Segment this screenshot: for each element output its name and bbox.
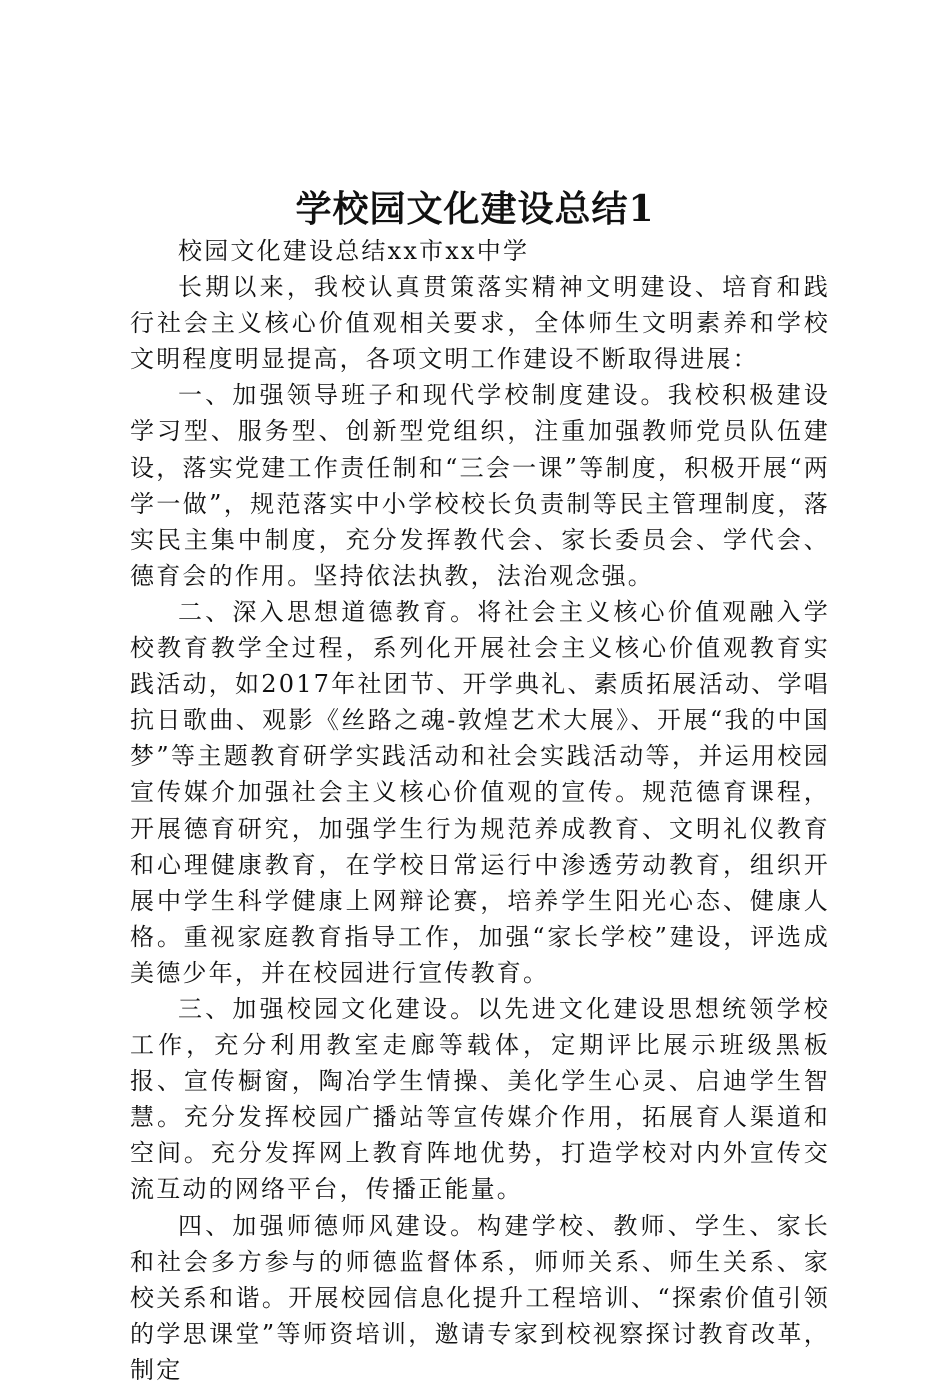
section-1-paragraph: 一、加强领导班子和现代学校制度建设。我校积极建设学习型、服务型、创新型党组织，注重加强教师党员队伍建设，落实党建工作责任制和“三会一课”等制度，积极开展“两学一做”，规范落实中小学校校长负责制等民主管理制度，落实民主集中制度，充分发挥教代会、家长委员会、学代会、德育会的作用。坚持依法执教，法治观念强。 <box>130 381 830 590</box>
section-3-paragraph: 三、加强校园文化建设。以先进文化建设思想统领学校工作，充分利用教室走廊等载体，定期评比展示班级黑板报、宣传橱窗，陶冶学生情操、美化学生心灵、启迪学生智慧。充分发挥校园广播站等宣传媒介作用，拓展育人渠道和空间。充分发挥网上教育阵地优势，打造学校对内外宣传交流互动的网络平台，传播正能量。 <box>130 994 830 1204</box>
intro-paragraph: 长期以来，我校认真贯策落实精神文明建设、培育和践行社会主义核心价值观相关要求，全体师生文明素养和学校文明程度明显提高，各项文明工作建设不断取得进展： <box>130 273 830 374</box>
section-4-paragraph: 四、加强师德师风建设。构建学校、教师、学生、家长和社会多方参与的师德监督体系，师师关系、师生关系、家校关系和谐。开展校园信息化提升工程培训、“探索价值引领的学思课堂”等师资培训，邀请专家到校视察探讨教育改革，制定 <box>130 1211 830 1384</box>
subtitle-paragraph: 校园文化建设总结xx市xx中学 <box>178 237 530 265</box>
document-body <box>130 233 830 1388</box>
section-2-paragraph: 二、深入思想道德教育。将社会主义核心价值观融入学校教育教学全过程，系列化开展社会主义核心价值观教育实践活动，如2017年社团节、开学典礼、素质拓展活动、学唱抗日歌曲、观影《丝路之魂-敦煌艺术大展》、开展“我的中国梦”等主题教育研学实践活动和社会实践活动等，并运用校园宣传媒介加强社会主义核心价值观的宣传。规范德育课程，开展德育研究，加强学生行为规范养成教育、文明礼仪教育和心理健康教育，在学校日常运行中渗透劳动教育，组织开展中学生科学健康上网辩论赛，培养学生阳光心态、健康人格。重视家庭教育指导工作，加强“家长学校”建设，评选成美德少年，并在校园进行宣传教育。 <box>130 597 830 987</box>
document-title: 学校园文化建设总结1 <box>295 188 655 230</box>
